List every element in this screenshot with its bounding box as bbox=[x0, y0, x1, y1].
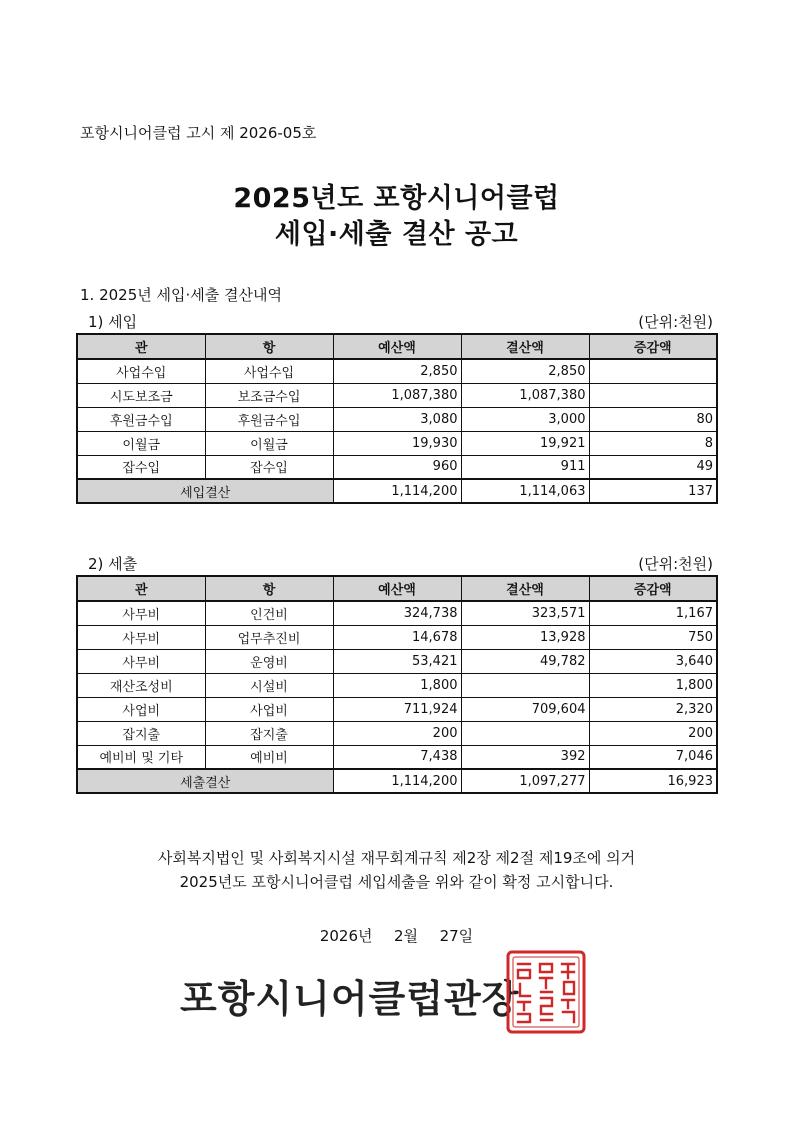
document-title-line2: 세입·세출 결산 공고 bbox=[274, 219, 519, 250]
cell-settled: 709,604 bbox=[461, 697, 589, 721]
total-diff: 16,923 bbox=[589, 769, 717, 793]
revenue-total-row bbox=[77, 479, 717, 503]
cell-diff: 1,800 bbox=[589, 673, 717, 697]
revenue-unit: (단위:천원) bbox=[638, 313, 713, 331]
section-heading: 1. 2025년 세입·세출 결산내역 bbox=[80, 286, 282, 304]
closing-line1: 사회복지법인 및 사회복지시설 재무회계규칙 제2장 제2절 제19조에 의거 bbox=[157, 849, 636, 867]
col-header-settled: 결산액 bbox=[461, 334, 589, 359]
cell-settled bbox=[461, 721, 589, 745]
col-header-settled: 결산액 bbox=[461, 576, 589, 601]
cell-gwan: 시도보조금 bbox=[77, 383, 205, 407]
table-row bbox=[77, 383, 717, 407]
cell-gwan: 이월금 bbox=[77, 431, 205, 455]
cell-diff: 80 bbox=[589, 407, 717, 431]
cell-settled: 13,928 bbox=[461, 625, 589, 649]
cell-gwan: 예비비 및 기타 bbox=[77, 745, 205, 769]
cell-diff: 8 bbox=[589, 431, 717, 455]
cell-gwan: 후원금수입 bbox=[77, 407, 205, 431]
cell-settled: 1,087,380 bbox=[461, 383, 589, 407]
table-row bbox=[77, 431, 717, 455]
cell-settled bbox=[461, 673, 589, 697]
total-settled: 1,097,277 bbox=[461, 769, 589, 793]
table-row bbox=[77, 407, 717, 431]
cell-diff: 2,320 bbox=[589, 697, 717, 721]
cell-hang: 이월금 bbox=[205, 431, 333, 455]
cell-diff: 200 bbox=[589, 721, 717, 745]
cell-gwan: 사무비 bbox=[77, 649, 205, 673]
cell-diff: 3,640 bbox=[589, 649, 717, 673]
cell-hang: 운영비 bbox=[205, 649, 333, 673]
total-settled: 1,114,063 bbox=[461, 479, 589, 503]
cell-gwan: 사업비 bbox=[77, 697, 205, 721]
expenditure-table bbox=[76, 575, 718, 794]
cell-settled: 392 bbox=[461, 745, 589, 769]
cell-hang: 잡수입 bbox=[205, 455, 333, 479]
table-row bbox=[77, 455, 717, 479]
cell-hang: 잡지출 bbox=[205, 721, 333, 745]
cell-diff bbox=[589, 383, 717, 407]
table-row bbox=[77, 673, 717, 697]
closing-statement bbox=[0, 846, 793, 894]
cell-gwan: 재산조성비 bbox=[77, 673, 205, 697]
cell-budget: 14,678 bbox=[333, 625, 461, 649]
cell-settled: 3,000 bbox=[461, 407, 589, 431]
closing-line2: 2025년도 포항시니어클럽 세입세출을 위와 같이 확정 고시합니다. bbox=[179, 873, 614, 891]
total-budget: 1,114,200 bbox=[333, 479, 461, 503]
cell-diff: 750 bbox=[589, 625, 717, 649]
table-row bbox=[77, 625, 717, 649]
col-header-budget: 예산액 bbox=[333, 334, 461, 359]
cell-hang: 사업수입 bbox=[205, 359, 333, 383]
cell-budget: 2,850 bbox=[333, 359, 461, 383]
cell-budget: 3,080 bbox=[333, 407, 461, 431]
cell-hang: 후원금수입 bbox=[205, 407, 333, 431]
cell-diff: 7,046 bbox=[589, 745, 717, 769]
revenue-table bbox=[76, 333, 718, 504]
table-row bbox=[77, 359, 717, 383]
cell-diff: 49 bbox=[589, 455, 717, 479]
cell-hang: 보조금수입 bbox=[205, 383, 333, 407]
expenditure-header-row bbox=[77, 576, 717, 601]
cell-hang: 인건비 bbox=[205, 601, 333, 625]
cell-settled: 323,571 bbox=[461, 601, 589, 625]
cell-budget: 1,800 bbox=[333, 673, 461, 697]
revenue-subheading: 1) 세입 bbox=[88, 313, 138, 331]
expenditure-total-row bbox=[77, 769, 717, 793]
cell-gwan: 사무비 bbox=[77, 625, 205, 649]
cell-budget: 711,924 bbox=[333, 697, 461, 721]
signer-name: 포항시니어클럽관장 bbox=[180, 977, 520, 1021]
cell-budget: 19,930 bbox=[333, 431, 461, 455]
col-header-gwan: 관 bbox=[77, 334, 205, 359]
col-header-diff: 증감액 bbox=[589, 576, 717, 601]
cell-hang: 사업비 bbox=[205, 697, 333, 721]
cell-budget: 1,087,380 bbox=[333, 383, 461, 407]
cell-budget: 960 bbox=[333, 455, 461, 479]
notice-date: 2026년 2월 27일 bbox=[319, 927, 474, 945]
col-header-hang: 항 bbox=[205, 576, 333, 601]
col-header-gwan: 관 bbox=[77, 576, 205, 601]
total-diff: 137 bbox=[589, 479, 717, 503]
official-seal-icon bbox=[506, 950, 586, 1034]
cell-gwan: 잡지출 bbox=[77, 721, 205, 745]
cell-settled: 911 bbox=[461, 455, 589, 479]
cell-gwan: 사무비 bbox=[77, 601, 205, 625]
total-label: 세출결산 bbox=[77, 769, 333, 793]
revenue-header-row bbox=[77, 334, 717, 359]
total-label: 세입결산 bbox=[77, 479, 333, 503]
table-row bbox=[77, 721, 717, 745]
cell-budget: 200 bbox=[333, 721, 461, 745]
expenditure-subheading: 2) 세출 bbox=[88, 555, 138, 573]
cell-settled: 19,921 bbox=[461, 431, 589, 455]
col-header-diff: 증감액 bbox=[589, 334, 717, 359]
cell-hang: 시설비 bbox=[205, 673, 333, 697]
table-row bbox=[77, 601, 717, 625]
cell-budget: 7,438 bbox=[333, 745, 461, 769]
cell-hang: 예비비 bbox=[205, 745, 333, 769]
cell-diff: 1,167 bbox=[589, 601, 717, 625]
cell-budget: 324,738 bbox=[333, 601, 461, 625]
cell-gwan: 잡수입 bbox=[77, 455, 205, 479]
cell-budget: 53,421 bbox=[333, 649, 461, 673]
total-budget: 1,114,200 bbox=[333, 769, 461, 793]
table-row bbox=[77, 649, 717, 673]
document-title-line1: 2025년도 포항시니어클럽 bbox=[233, 183, 560, 214]
expenditure-unit: (단위:천원) bbox=[638, 555, 713, 573]
table-row bbox=[77, 745, 717, 769]
table-row bbox=[77, 697, 717, 721]
cell-gwan: 사업수입 bbox=[77, 359, 205, 383]
col-header-hang: 항 bbox=[205, 334, 333, 359]
cell-hang: 업무추진비 bbox=[205, 625, 333, 649]
col-header-budget: 예산액 bbox=[333, 576, 461, 601]
cell-diff bbox=[589, 359, 717, 383]
cell-settled: 2,850 bbox=[461, 359, 589, 383]
cell-settled: 49,782 bbox=[461, 649, 589, 673]
notice-number: 포항시니어클럽 고시 제 2026-05호 bbox=[80, 124, 317, 142]
